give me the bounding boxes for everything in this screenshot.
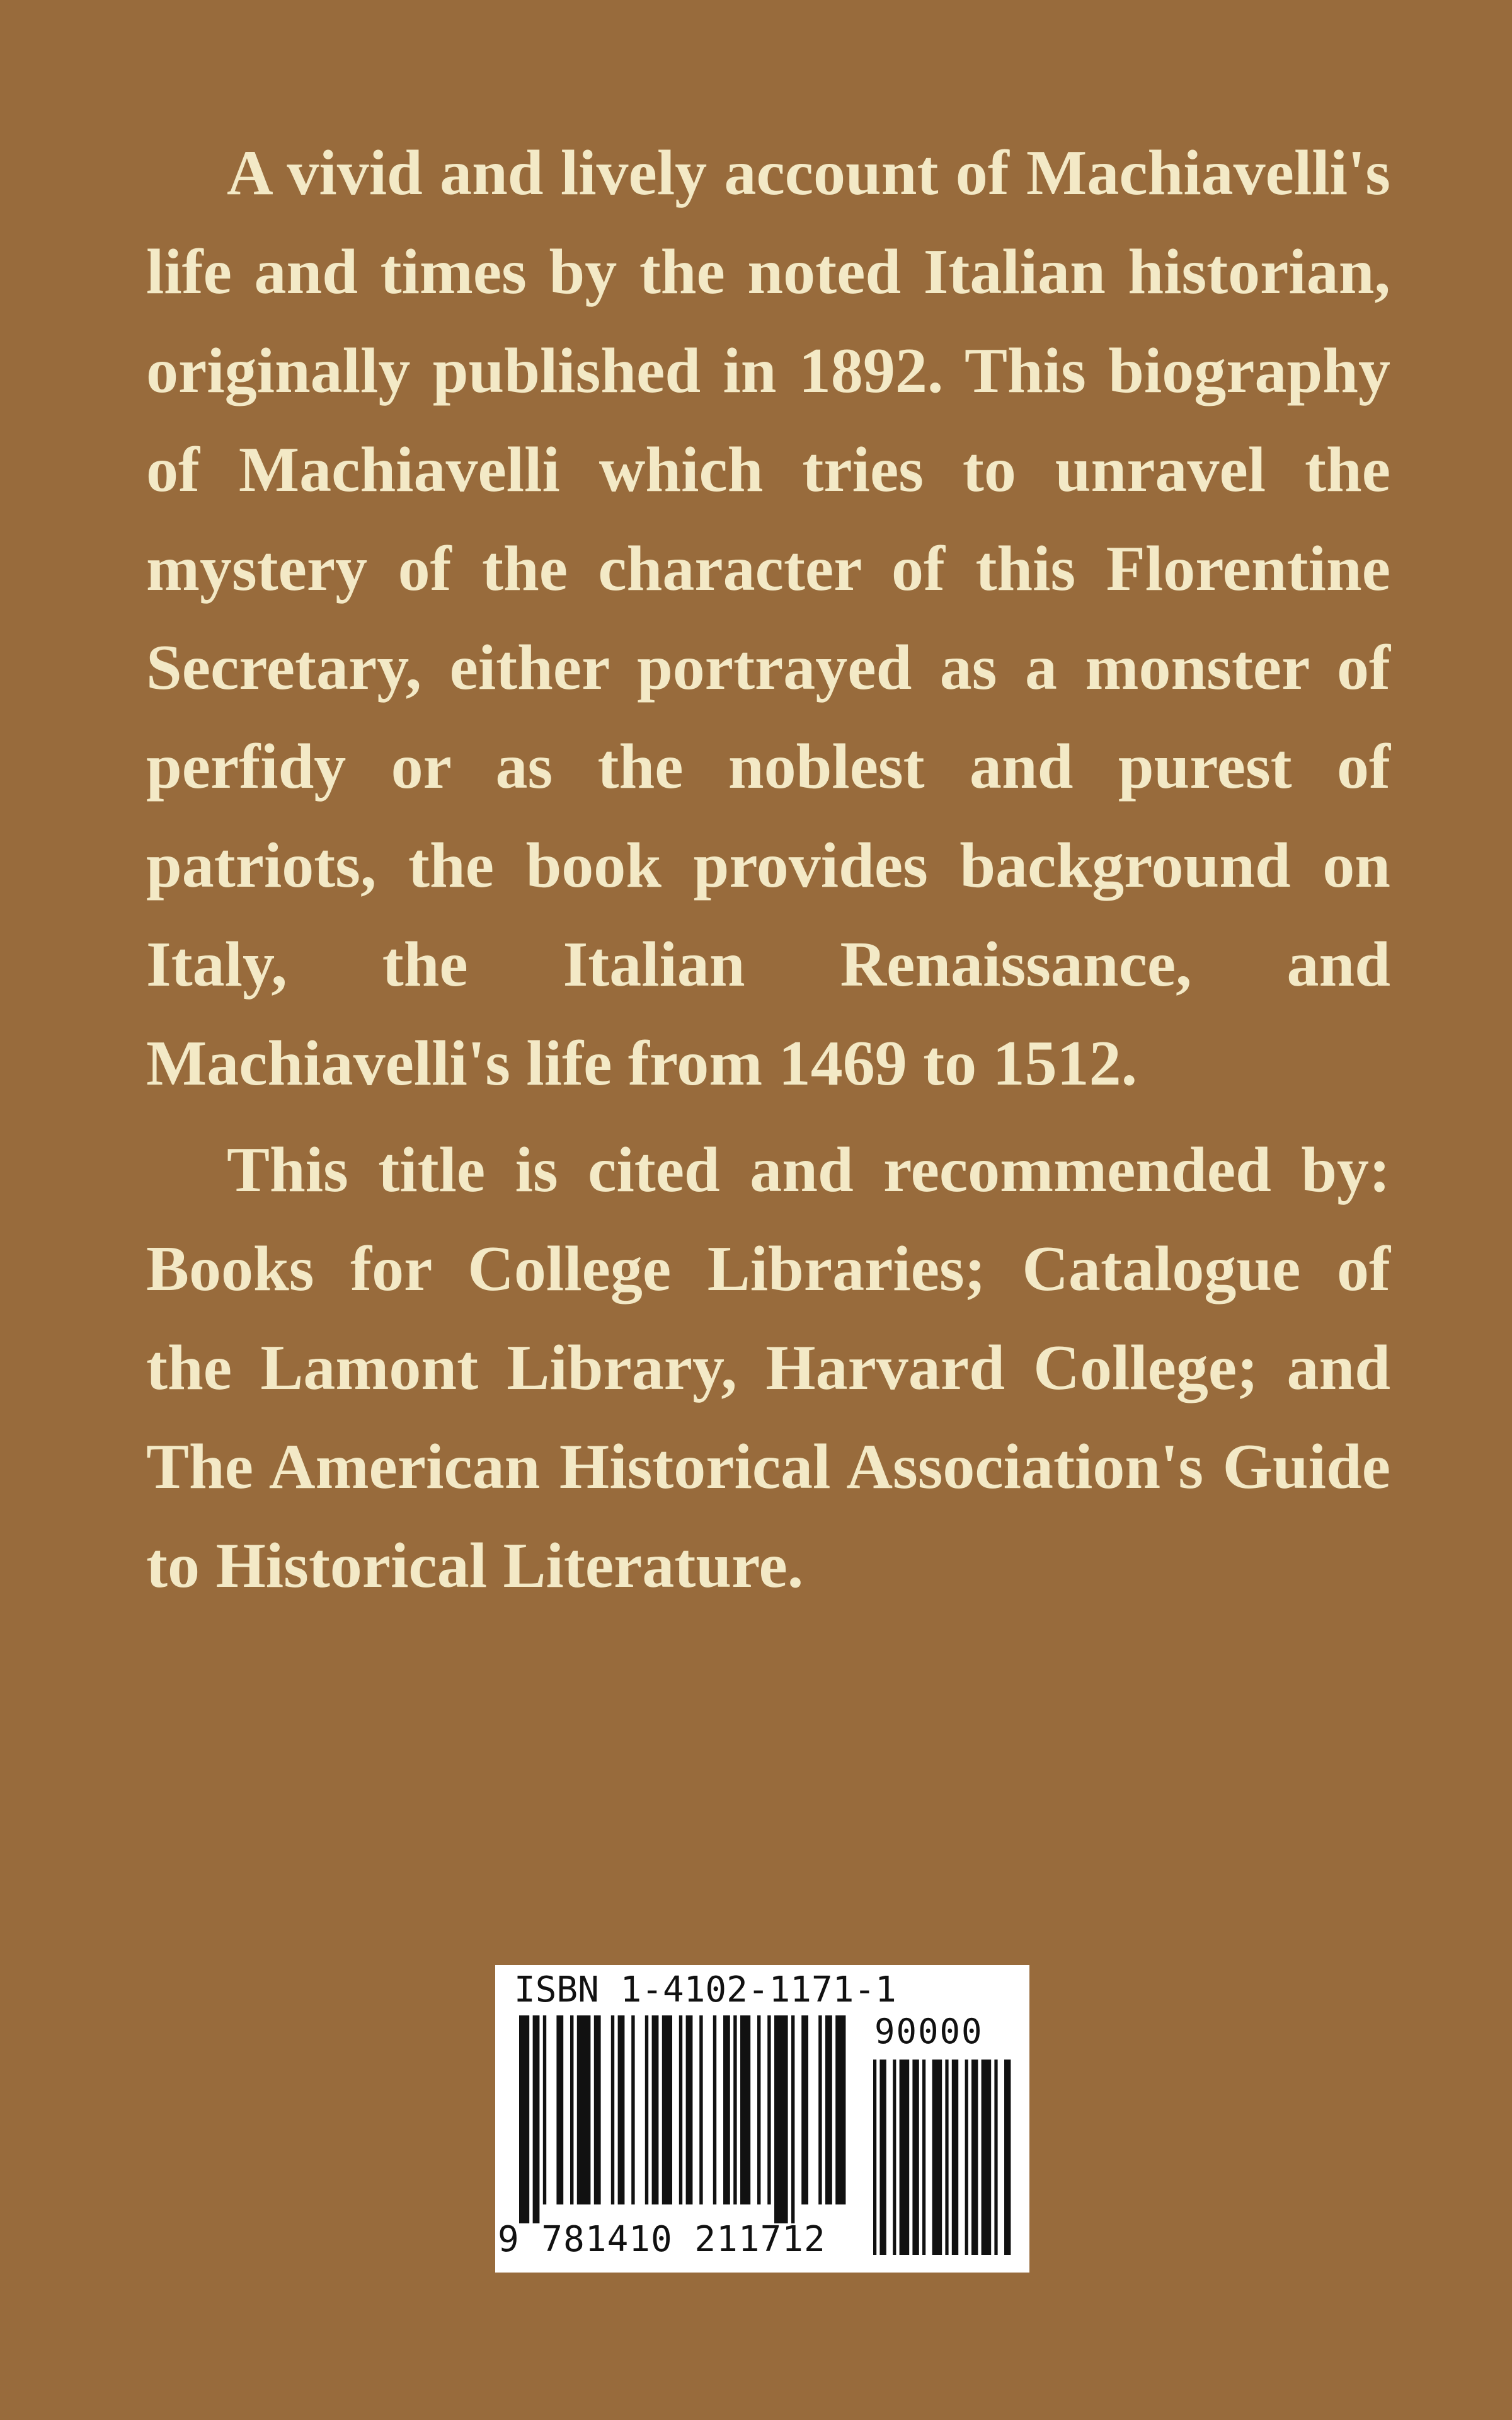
barcode-bar (543, 2015, 546, 2204)
barcode-bar (912, 2060, 919, 2255)
barcode-bar (952, 2060, 958, 2255)
barcode-bar (679, 2015, 682, 2204)
barcode-bar (631, 2015, 634, 2204)
barcode-bar (801, 2015, 808, 2204)
barcode-bar (713, 2015, 716, 2204)
barcode-bar (767, 2015, 770, 2204)
barcode-ean-number: 9 781410 211712 (498, 2219, 826, 2260)
barcode-bar (662, 2015, 672, 2204)
blurb-paragraph-citations: This title is cited and recommended by: Books for College Libraries; Catalogue of the Lamont Library, Harvard College; and The American Historical Association's Guide to Historical Literature. (146, 1134, 1390, 1601)
barcode-bar (686, 2015, 693, 2204)
barcode-bar (825, 2015, 832, 2204)
barcode-bar (723, 2015, 730, 2204)
barcode-bar (879, 2060, 886, 2255)
isbn-label: ISBN 1-4102-1171-1 (514, 1969, 896, 2010)
isbn-barcode (495, 1965, 1029, 2273)
barcode-bar (519, 2015, 529, 2223)
barcode-bar (618, 2015, 625, 2204)
barcode-bar (733, 2015, 736, 2204)
barcode-bar (982, 2060, 992, 2255)
barcode-addon-number: 90000 (874, 2012, 983, 2051)
barcode-bar (645, 2015, 648, 2204)
barcode-bar (594, 2015, 601, 2204)
barcode-bar (945, 2060, 948, 2255)
barcode-bar (757, 2015, 760, 2204)
barcode-bar (699, 2015, 702, 2204)
barcode-bar (835, 2015, 845, 2204)
barcode-bar (994, 2060, 997, 2255)
barcode-bar (922, 2060, 925, 2255)
barcode-bar (556, 2015, 563, 2204)
barcode-bar (818, 2015, 822, 2204)
barcode-bar (1004, 2060, 1011, 2255)
barcode-bar (900, 2060, 910, 2255)
barcode-bar (740, 2015, 750, 2204)
barcode-bar (611, 2015, 614, 2204)
barcode-bar (965, 2060, 968, 2255)
blurb-text (146, 124, 1390, 1615)
barcode-bar (570, 2015, 573, 2204)
barcode-bar (774, 2015, 788, 2223)
barcode-bar (577, 2015, 591, 2204)
barcode-bar (533, 2015, 540, 2223)
barcode-bar (652, 2015, 659, 2204)
barcode-bar (873, 2060, 876, 2255)
barcode-bar (932, 2060, 942, 2255)
barcode-bar (971, 2060, 978, 2255)
blurb-paragraph-description: A vivid and lively account of Machiavelli's life and times by the noted Italian historian, originally published in 1892. This biography of Machiavelli which tries to unravel the mystery of the character of this Florentine Secretary, either portrayed as a monster of perfidy or as the noblest and purest of patriots, the book provides background on Italy, the Italian Renaissance, and Machiavelli's life from 1469 to 1512. (146, 137, 1390, 1099)
barcode-bar (791, 2015, 794, 2223)
barcode-bar (893, 2060, 896, 2255)
